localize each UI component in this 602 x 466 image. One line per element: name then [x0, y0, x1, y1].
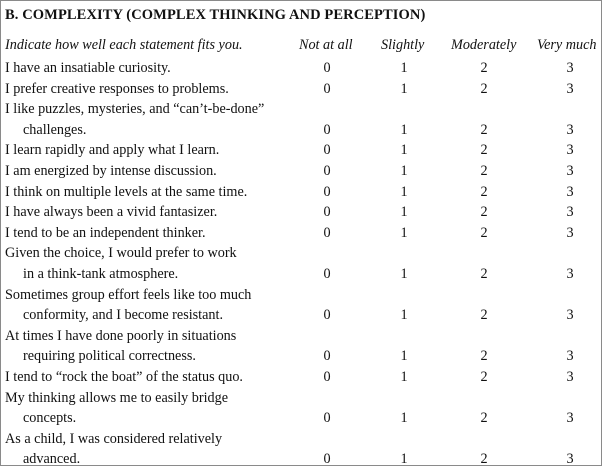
statement-continuation-line	[1, 305, 601, 326]
statement-row	[1, 79, 601, 100]
statement-text: I am energized by intense discussion.	[5, 162, 217, 179]
score-option[interactable]: 0	[323, 368, 331, 385]
statement-line	[1, 79, 601, 100]
score-option[interactable]: 1	[400, 204, 408, 221]
score-option[interactable]: 1	[400, 307, 408, 324]
score-option[interactable]: 3	[566, 451, 574, 466]
score-option[interactable]: 1	[400, 162, 408, 179]
score-option[interactable]: 0	[323, 204, 331, 221]
statement-text: advanced.	[23, 451, 81, 466]
statement-text: challenges.	[23, 121, 87, 138]
scale-label-slightly: Slightly	[381, 37, 425, 53]
statement-text: I have an insatiable curiosity.	[5, 60, 171, 76]
score-option[interactable]: 0	[323, 265, 331, 282]
score-option[interactable]: 3	[566, 80, 574, 97]
score-option[interactable]: 2	[480, 348, 488, 365]
statement-row	[1, 161, 601, 182]
statement-text: in a think-tank atmosphere.	[23, 265, 179, 282]
statement-text: As a child, I was considered relatively	[5, 430, 223, 447]
score-option[interactable]: 2	[480, 183, 488, 200]
scale-label-very-much: Very much	[537, 37, 597, 53]
score-option[interactable]: 1	[400, 348, 408, 365]
score-option[interactable]: 3	[566, 348, 574, 365]
score-option[interactable]: 3	[566, 60, 574, 76]
score-option[interactable]: 3	[566, 204, 574, 221]
statement-line	[1, 58, 601, 79]
statement-row	[1, 140, 601, 161]
score-option[interactable]: 3	[566, 183, 574, 200]
score-option[interactable]: 0	[323, 183, 331, 200]
score-option[interactable]: 1	[400, 183, 408, 200]
statement-text: Given the choice, I would prefer to work	[5, 245, 237, 262]
statement-row	[1, 285, 601, 326]
score-option[interactable]: 0	[323, 60, 331, 76]
score-option[interactable]: 3	[566, 410, 574, 427]
score-option[interactable]: 1	[400, 121, 408, 138]
score-option[interactable]: 3	[566, 162, 574, 179]
score-option[interactable]: 1	[400, 368, 408, 385]
score-option[interactable]: 0	[323, 80, 331, 97]
score-option[interactable]: 1	[400, 142, 408, 159]
statement-text: I prefer creative responses to problems.	[5, 80, 229, 97]
statement-text: At times I have done poorly in situations	[5, 327, 237, 344]
statement-text: My thinking allows me to easily bridge	[5, 389, 229, 406]
score-option[interactable]: 2	[480, 162, 488, 179]
statement-continuation-line	[1, 449, 601, 466]
score-option[interactable]: 0	[323, 307, 331, 324]
score-option[interactable]: 1	[400, 410, 408, 427]
score-option[interactable]: 2	[480, 142, 488, 159]
statement-line	[1, 202, 601, 223]
instructions: Indicate how well each statement fits you.	[5, 37, 243, 53]
statement-line	[1, 429, 601, 450]
score-option[interactable]: 2	[480, 204, 488, 221]
section-title: B. COMPLEXITY (COMPLEX THINKING AND PERCEPTION)	[5, 7, 426, 23]
score-option[interactable]: 0	[323, 451, 331, 466]
statement-row	[1, 367, 601, 388]
score-option[interactable]: 3	[566, 142, 574, 159]
statement-row	[1, 58, 601, 79]
statement-row	[1, 223, 601, 244]
score-option[interactable]: 1	[400, 224, 408, 241]
score-option[interactable]: 1	[400, 80, 408, 97]
statement-text: conformity, and I become resistant.	[23, 307, 224, 324]
score-option[interactable]: 1	[400, 265, 408, 282]
statement-continuation-line	[1, 408, 601, 429]
score-option[interactable]: 0	[323, 224, 331, 241]
statement-text: I like puzzles, mysteries, and “can’t-be-done”	[5, 101, 265, 118]
header-row	[1, 37, 601, 57]
statement-text: I tend to “rock the boat” of the status quo.	[5, 368, 243, 385]
statement-row	[1, 429, 601, 466]
statement-line	[1, 182, 601, 203]
statement-list	[1, 58, 601, 466]
statement-line	[1, 367, 601, 388]
score-option[interactable]: 3	[566, 121, 574, 138]
score-option[interactable]: 3	[566, 307, 574, 324]
score-option[interactable]: 0	[323, 162, 331, 179]
statement-line	[1, 223, 601, 244]
statement-continuation-line	[1, 120, 601, 141]
statement-text: I tend to be an independent thinker.	[5, 224, 206, 241]
score-option[interactable]: 3	[566, 265, 574, 282]
statement-line	[1, 99, 601, 120]
statement-line	[1, 243, 601, 264]
statement-line	[1, 285, 601, 306]
statement-line	[1, 140, 601, 161]
score-option[interactable]: 2	[480, 265, 488, 282]
statement-text: concepts.	[23, 410, 77, 427]
statement-line	[1, 326, 601, 347]
statement-continuation-line	[1, 264, 601, 285]
score-option[interactable]: 2	[480, 307, 488, 324]
statement-row	[1, 182, 601, 203]
score-option[interactable]: 2	[480, 80, 488, 97]
score-option[interactable]: 0	[323, 348, 331, 365]
statement-text: I think on multiple levels at the same time.	[5, 183, 248, 200]
statement-row	[1, 202, 601, 223]
score-option[interactable]: 3	[566, 224, 574, 241]
statement-text: requiring political correctness.	[23, 348, 196, 365]
statement-line	[1, 161, 601, 182]
statement-row	[1, 99, 601, 140]
score-option[interactable]: 0	[323, 410, 331, 427]
statement-row	[1, 243, 601, 284]
statement-text: I learn rapidly and apply what I learn.	[5, 142, 220, 159]
score-option[interactable]: 0	[323, 142, 331, 159]
statement-row	[1, 388, 601, 429]
statement-continuation-line	[1, 346, 601, 367]
score-option[interactable]: 0	[323, 121, 331, 138]
score-option[interactable]: 2	[480, 410, 488, 427]
score-option[interactable]: 3	[566, 368, 574, 385]
score-option[interactable]: 2	[480, 121, 488, 138]
score-option[interactable]: 2	[480, 224, 488, 241]
score-option[interactable]: 2	[480, 451, 488, 466]
statement-text: Sometimes group effort feels like too much	[5, 286, 252, 303]
statement-text: I have always been a vivid fantasizer.	[5, 204, 218, 221]
scale-label-not-at-all: Not at all	[299, 37, 353, 53]
score-option[interactable]: 1	[400, 451, 408, 466]
scale-label-moderately: Moderately	[451, 37, 517, 53]
score-option[interactable]: 2	[480, 60, 488, 76]
statement-row	[1, 326, 601, 367]
statement-line	[1, 388, 601, 409]
score-option[interactable]: 1	[400, 60, 408, 76]
score-option[interactable]: 2	[480, 368, 488, 385]
